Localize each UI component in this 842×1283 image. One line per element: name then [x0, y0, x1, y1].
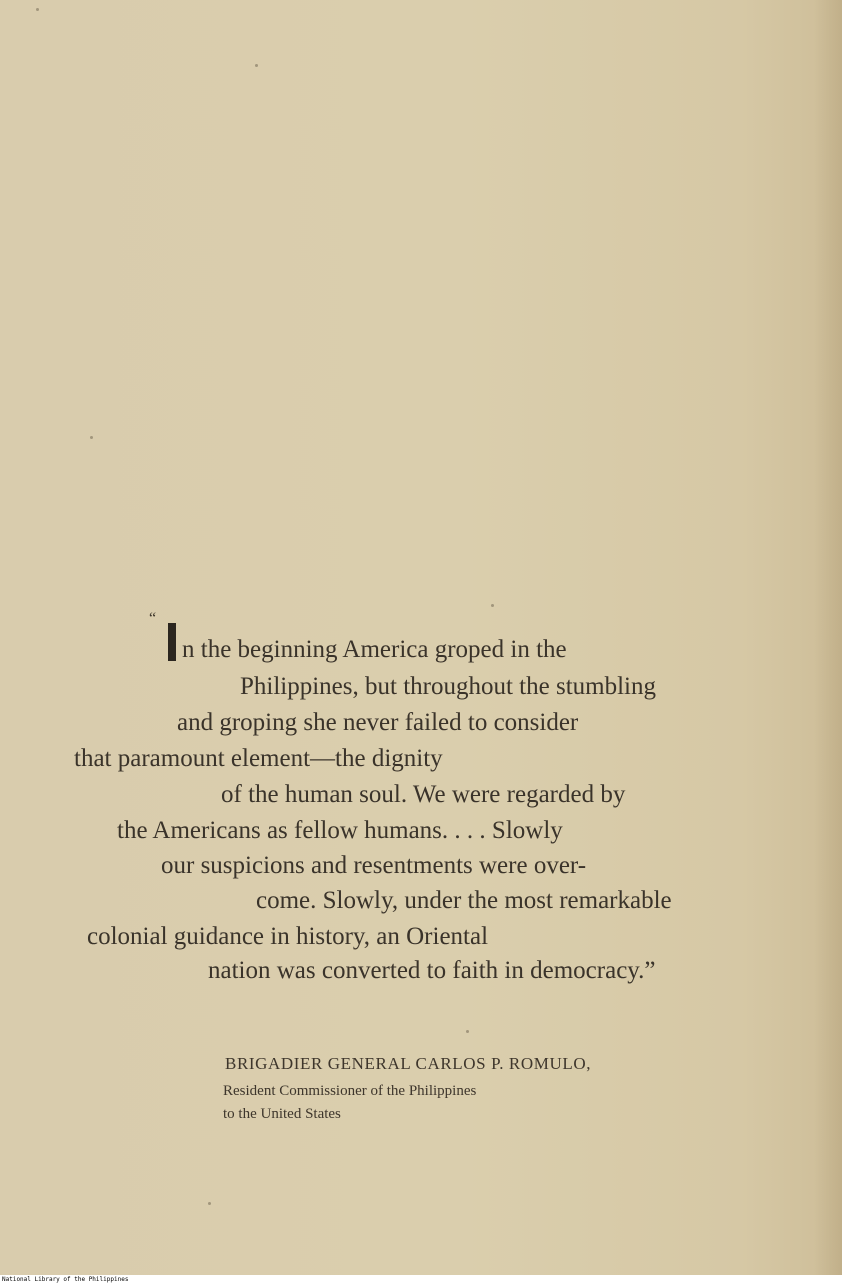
quote-line-8: come. Slowly, under the most remarkable	[256, 887, 672, 914]
paper-speck	[491, 604, 494, 607]
quote-line-6: the Americans as fellow humans. . . . Slowly	[117, 817, 563, 844]
drop-cap-letter-i	[168, 623, 176, 661]
quote-line-4: that paramount element—the dignity	[74, 745, 443, 772]
quote-line-9: colonial guidance in history, an Oriental	[87, 923, 489, 950]
quote-line-3: and groping she never failed to consider	[177, 709, 579, 736]
attribution-name: BRIGADIER GENERAL CARLOS P. ROMULO,	[225, 1054, 592, 1073]
quote-line-7: our suspicions and resentments were over-	[161, 852, 587, 879]
paper-speck	[466, 1030, 469, 1033]
opening-quote-mark: “	[149, 610, 157, 627]
paper-speck	[90, 436, 93, 439]
page-edge-shadow	[814, 0, 842, 1275]
quote-line-1: n the beginning America groped in the	[182, 636, 567, 663]
attribution-title: Resident Commissioner of the Philippines	[223, 1083, 477, 1099]
quote-line-5: of the human soul. We were regarded by	[221, 781, 626, 808]
paper-speck	[208, 1202, 211, 1205]
paper-speck	[36, 8, 39, 11]
paper-speck	[255, 64, 258, 67]
attribution-title-continued: to the United States	[223, 1106, 341, 1122]
library-watermark-text: National Library of the Philippines	[2, 1276, 129, 1283]
quote-line-10: nation was converted to faith in democracy.”	[208, 957, 656, 984]
quote-line-2: Philippines, but throughout the stumbling	[240, 673, 656, 700]
